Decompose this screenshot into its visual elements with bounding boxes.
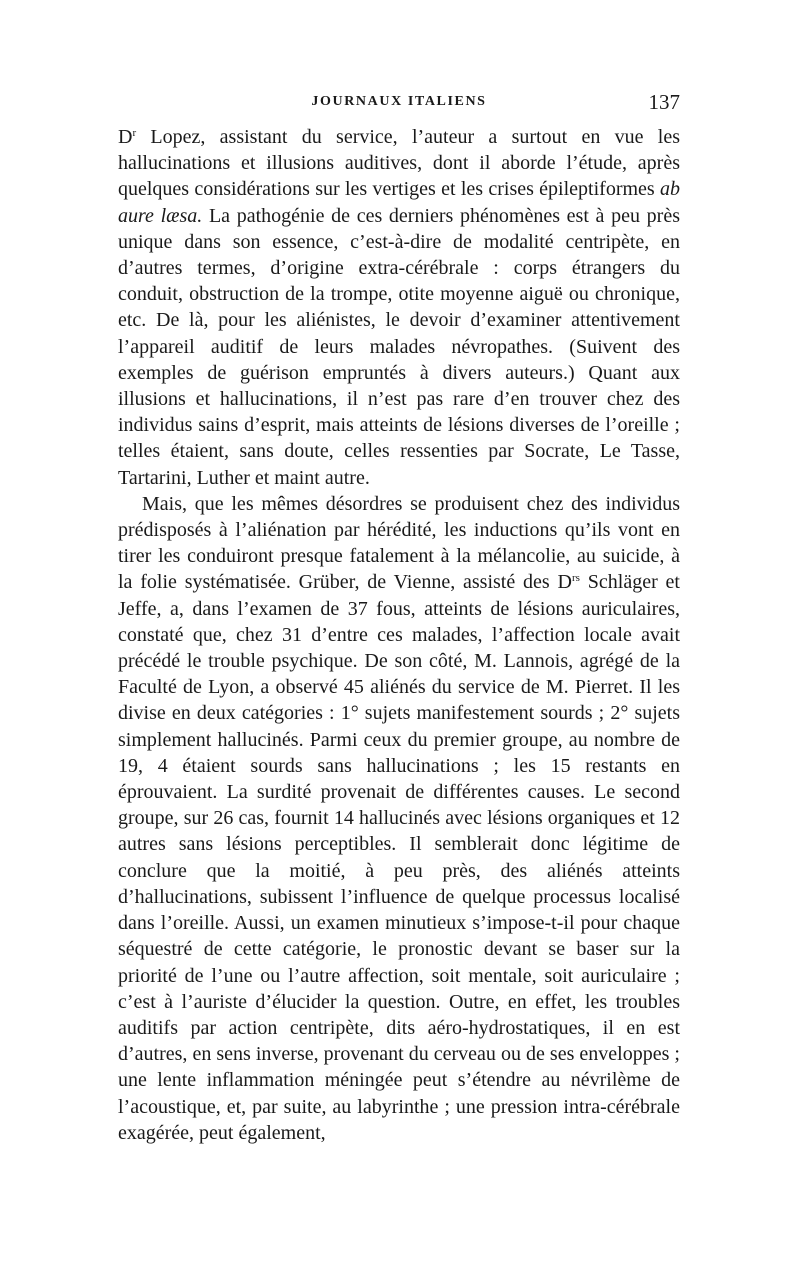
- dr-superscript: r: [132, 127, 137, 139]
- page-number: 137: [648, 90, 680, 114]
- paragraph-2: [118, 491, 680, 1146]
- running-head: [118, 90, 680, 118]
- dr-abbrev: D: [118, 126, 133, 148]
- latin-phrase: ab aure læsa.: [118, 178, 680, 227]
- drs-superscript: rs: [571, 572, 580, 585]
- paragraph-1-text-b: La pathogénie de ces derniers phénomènes est à peu près unique dans son essence, c’est-à-dire de modalité centripète, en d’autres termes, d’origine extra-cérébrale : corps étrangers du conduit, obstruction de la trompe, otite moyenne aiguë ou chronique, etc. De là, pour les aliénistes, le devoir d’examiner attentivement l’appareil auditif de leurs malades névropathes. (Suivent des exemples de guérison empruntés à divers auteurs.) Quant aux illusions et hallucinations, il n’est pas rare d’en trouver chez des individus sains d’esprit, mais atteints de lésions diverses de l’oreille ; telles étaient, sans doute, celles ressenties par Socrate, Le Tasse, Tartarini, Luther et maint autre.: [118, 204, 680, 489]
- body-text: [118, 124, 680, 1146]
- paragraph-2-text-a: Mais, que les mêmes désordres se produisent chez des individus prédisposés à l’aliénation par hérédité, les inductions qu’ils vont en tirer les conduiront presque fatalement à la mélancolie, au suicide, à la folie systématisée. Grüber, de Vienne, assisté des D: [118, 492, 680, 594]
- running-title: JOURNAUX ITALIENS: [311, 94, 487, 109]
- paragraph-1: [118, 124, 680, 491]
- paragraph-2-text-b: Schläger et Jeffe, a, dans l’examen de 37 fous, atteints de lésions auriculaires, constaté que, chez 31 d’entre ces malades, l’affection locale avait précédé le trouble psychique. De son côté, M. Lannois, agrégé de la Faculté de Lyon, a observé 45 aliénés du service de M. Pierret. Il les divise en deux catégories : 1° sujets manifestement sourds ; 2° sujets simplement hallucinés. Parmi ceux du premier groupe, au nombre de 19, 4 étaient sourds sans hallucinations ; les 15 restants en éprouvaient. La surdité provenait de différentes causes. Le second groupe, sur 26 cas, fournit 14 hallucinés avec lésions organiques et 12 autres sans lésions perceptibles. Il semblerait donc légitime de conclure que la moitié, à peu près, des aliénés atteints d’hallucinations, subissent l’influence de quelque processus localisé dans l’oreille. Aussi, un examen minutieux s’impose-t-il pour chaque séquestré de cette catégorie, le pronostic devant se baser sur la priorité de l’une ou l’autre affection, soit mentale, soit auriculaire ; c’est à l’auriste d’élucider la question. Outre, en effet, les troubles auditifs par action centripète, dits aéro-hydrostatiques, il en est d’autres, en sens inverse, provenant du cerveau ou de ses enveloppes ; une lente inflammation méningée peut s’étendre au névrilème de l’acoustique, et, par suite, au labyrinthe ; une pression intra-cérébrale exagérée, peut également,: [118, 571, 680, 1144]
- paragraph-1-text-a: Lopez, assistant du service, l’auteur a surtout en vue les hallucinations et illusions auditives, dont il aborde l’étude, après quelques considérations sur les vertiges et les crises épileptiformes: [118, 126, 680, 201]
